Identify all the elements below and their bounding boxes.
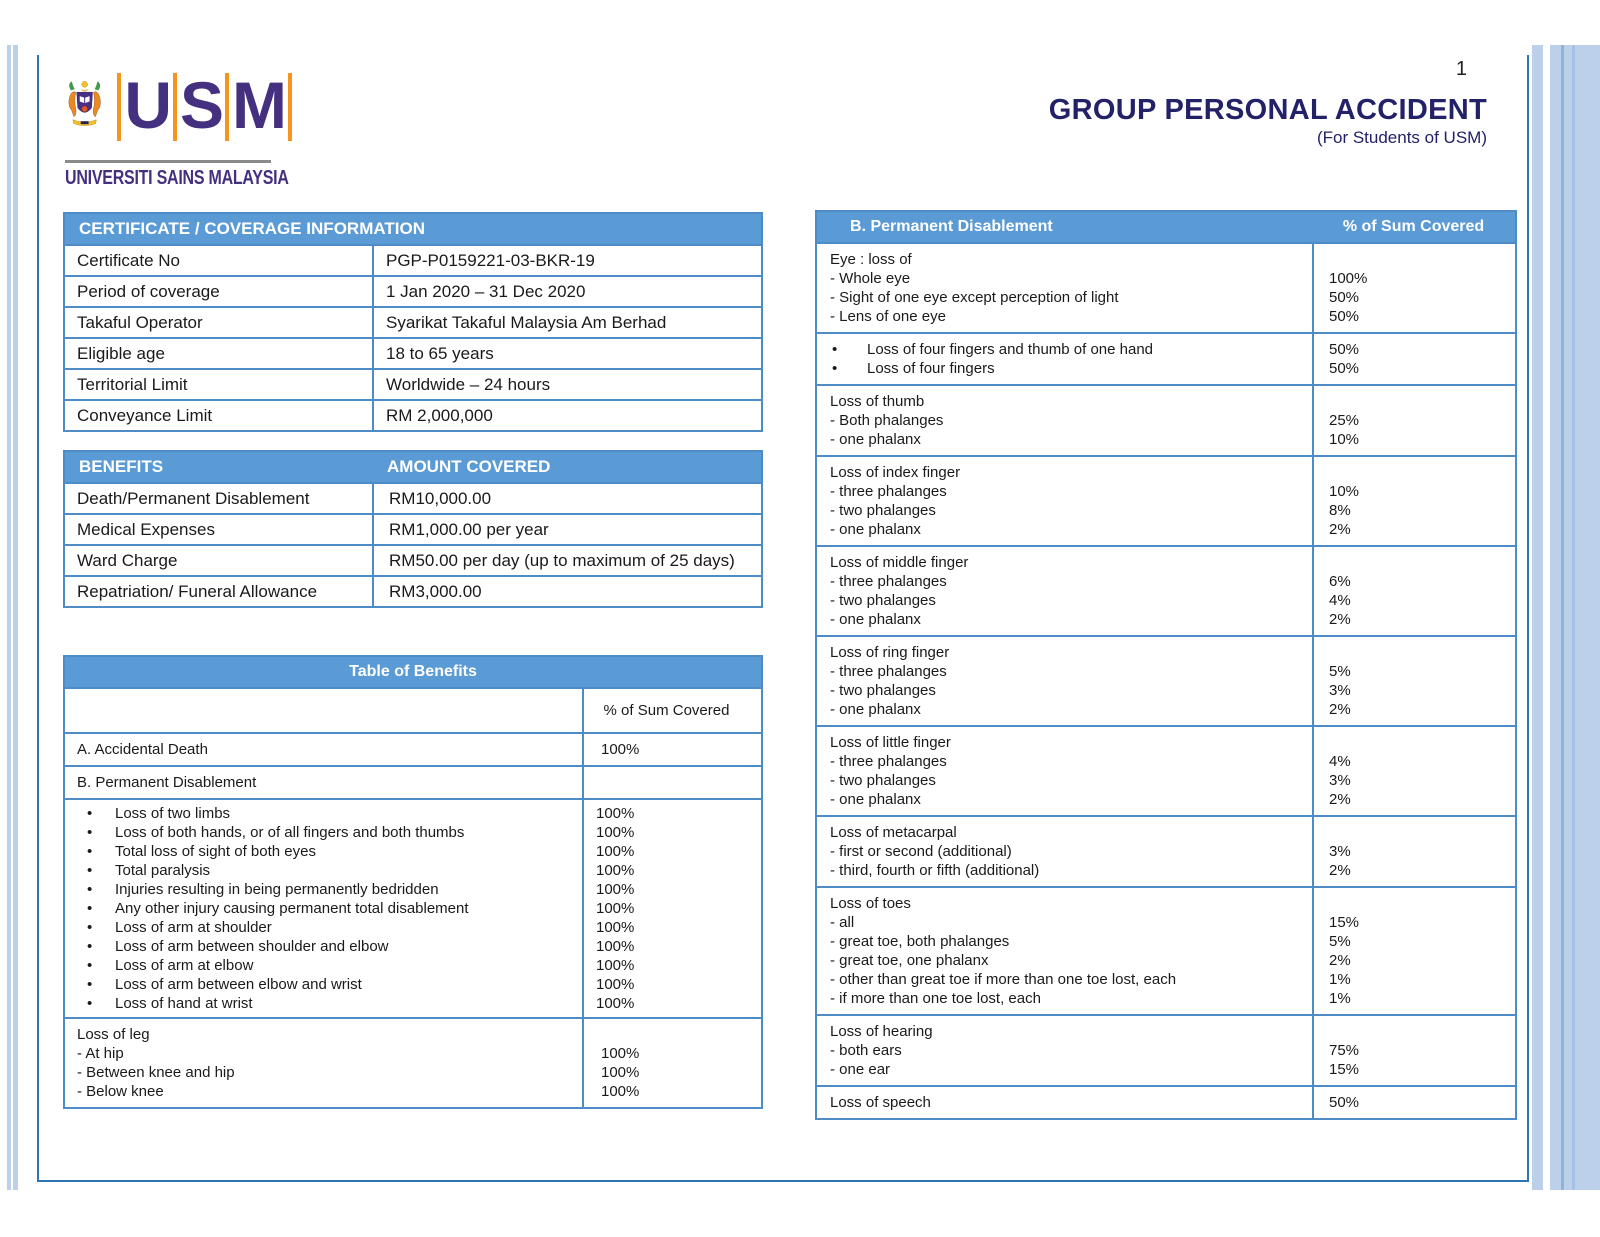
table-row — [65, 575, 761, 606]
text-line: - three phalanges — [830, 753, 947, 770]
text-line: Loss of thumb — [830, 393, 925, 410]
university-name: UNIVERSITI SAINS MALAYSIA — [65, 167, 289, 189]
text-line: Loss of ring finger — [830, 644, 950, 661]
text-line: Repatriation/ Funeral Allowance — [77, 582, 318, 601]
column-header-amount: AMOUNT COVERED — [387, 457, 551, 476]
row-label — [817, 727, 1312, 815]
row-label — [817, 637, 1312, 725]
row-value — [1312, 457, 1515, 545]
row-value — [582, 1019, 761, 1107]
column-header-benefits: BENEFITS — [79, 457, 164, 476]
text-line — [77, 994, 570, 1013]
table-row — [817, 545, 1515, 635]
row-value — [372, 515, 761, 544]
bullet-marker: • — [87, 824, 93, 841]
value-line: 15% — [1329, 914, 1360, 931]
text: Loss of hand at wrist — [115, 995, 253, 1012]
row-value — [582, 767, 761, 798]
table-row — [65, 513, 761, 544]
bullet-marker: • — [87, 976, 93, 993]
table-row — [65, 765, 761, 798]
text-line: - great toe, both phalanges — [830, 933, 1010, 950]
value-line — [1329, 553, 1502, 572]
row-value — [1312, 888, 1515, 1014]
text: Loss of two limbs — [115, 805, 231, 822]
table-row — [817, 332, 1515, 384]
right-accent-stripe — [1572, 45, 1575, 1190]
table-header — [817, 212, 1515, 242]
text-line: - third, fourth or fifth (additional) — [830, 862, 1040, 879]
table-row — [817, 384, 1515, 455]
value-line — [1329, 733, 1502, 752]
row-value — [372, 246, 761, 275]
usm-logo-top — [65, 54, 295, 154]
row-value — [1312, 334, 1515, 384]
table-header: CERTIFICATE / COVERAGE INFORMATION — [65, 214, 761, 244]
value-line: 2% — [1329, 791, 1351, 808]
bullet-marker: • — [87, 957, 93, 974]
text-line — [77, 804, 570, 823]
row-label — [65, 484, 372, 513]
logo-divider-rule — [65, 160, 271, 163]
row-value — [1312, 386, 1515, 455]
row-label — [817, 457, 1312, 545]
left-accent-stripe — [13, 45, 18, 1190]
row-label — [65, 546, 372, 575]
value-line: 100% — [596, 957, 635, 974]
value-line: 100% — [596, 919, 635, 936]
text-line: Takaful Operator — [77, 313, 203, 332]
text-line: Certificate No — [77, 251, 180, 270]
value-line: 100% — [596, 995, 635, 1012]
row-label — [817, 1087, 1312, 1118]
row-label — [65, 767, 582, 798]
certificate-coverage-table — [63, 212, 763, 432]
text: Total loss of sight of both eyes — [115, 843, 316, 860]
row-label — [65, 1019, 582, 1107]
row-value — [372, 277, 761, 306]
row-value — [372, 577, 761, 606]
title-block — [1049, 94, 1487, 148]
row-label — [817, 817, 1312, 886]
value-line: 10% — [1329, 431, 1360, 448]
value-line: 50% — [1329, 360, 1360, 377]
row-value — [1312, 1016, 1515, 1085]
text: Total paralysis — [115, 862, 211, 879]
usm-logo — [65, 54, 295, 190]
row-label — [65, 339, 372, 368]
usm-wordmark — [114, 70, 295, 144]
table-row — [817, 886, 1515, 1014]
right-accent-stripe — [1532, 45, 1543, 1190]
orange-bar-icon — [173, 73, 177, 141]
value-line: 50% — [1329, 341, 1360, 358]
value-line: 100% — [601, 1045, 640, 1062]
text-line: - Lens of one eye — [830, 308, 946, 325]
table-row — [817, 815, 1515, 886]
value-line: 1 Jan 2020 – 31 Dec 2020 — [386, 282, 586, 301]
usm-crest-icon — [65, 54, 104, 154]
text-line: Conveyance Limit — [77, 406, 213, 425]
value-line: Syarikat Takaful Malaysia Am Berhad — [386, 313, 667, 332]
value-line: 1% — [1329, 971, 1351, 988]
value-line: 4% — [1329, 753, 1351, 770]
row-label — [817, 888, 1312, 1014]
table-row — [817, 455, 1515, 545]
table-row — [65, 306, 761, 337]
text-line: - Sight of one eye except perception of light — [830, 289, 1119, 306]
table-row — [817, 242, 1515, 332]
table-row — [817, 1085, 1515, 1118]
row-value — [1312, 244, 1515, 332]
bullet-marker: • — [87, 805, 93, 822]
row-value — [1312, 1087, 1515, 1118]
value-line: 2% — [1329, 701, 1351, 718]
bullet-marker: • — [87, 938, 93, 955]
text-line: - At hip — [77, 1045, 124, 1062]
text-line: - one phalanx — [830, 431, 921, 448]
table-row — [65, 337, 761, 368]
value-line: RM10,000.00 — [389, 489, 492, 508]
row-value — [372, 370, 761, 399]
bullet-marker: • — [87, 843, 93, 860]
text-line: - Both phalanges — [830, 412, 944, 429]
right-accent-stripe — [1550, 45, 1561, 1190]
text-line: - one phalanx — [830, 611, 921, 628]
text: Loss of arm at elbow — [115, 957, 254, 974]
text-line: - three phalanges — [830, 573, 947, 590]
row-label — [65, 515, 372, 544]
text: Loss of four fingers and thumb of one hand — [867, 341, 1154, 358]
document-subtitle: (For Students of USM) — [1316, 128, 1487, 147]
row-label — [65, 800, 582, 1017]
text-line — [77, 861, 570, 880]
text-line — [77, 842, 570, 861]
value-line: 100% — [596, 824, 635, 841]
table-subheader-row — [65, 687, 761, 732]
text: Loss of arm between elbow and wrist — [115, 976, 362, 993]
text-line: Loss of little finger — [830, 734, 951, 751]
value-line: 10% — [1329, 483, 1360, 500]
text-line: Eligible age — [77, 344, 165, 363]
bullet-marker: • — [832, 341, 838, 358]
value-line: 100% — [596, 900, 635, 917]
table-row — [65, 544, 761, 575]
orange-bar-icon — [225, 73, 229, 141]
text: Loss of both hands, or of all fingers and both thumbs — [115, 824, 465, 841]
value-line — [1329, 250, 1502, 269]
table-row — [817, 1014, 1515, 1085]
row-value — [372, 401, 761, 430]
value-line: 25% — [1329, 412, 1360, 429]
text-line: Ward Charge — [77, 551, 178, 570]
text-line: Loss of leg — [77, 1026, 150, 1043]
text-line — [830, 359, 1299, 378]
value-line: PGP-P0159221-03-BKR-19 — [386, 251, 595, 270]
value-line: RM3,000.00 — [389, 582, 482, 601]
value-line: RM 2,000,000 — [386, 406, 493, 425]
value-line: 50% — [1329, 1094, 1360, 1111]
text-line: - Between knee and hip — [77, 1064, 235, 1081]
row-value — [1312, 547, 1515, 635]
value-line: 15% — [1329, 1061, 1360, 1078]
value-line: 100% — [596, 881, 635, 898]
text-line: Death/Permanent Disablement — [77, 489, 310, 508]
text-line: - if more than one toe lost, each — [830, 990, 1041, 1007]
text-line — [77, 823, 570, 842]
value-line: RM50.00 per day (up to maximum of 25 days) — [389, 551, 735, 570]
table-row — [817, 725, 1515, 815]
table-of-benefits — [63, 655, 763, 1109]
value-line: 100% — [596, 976, 635, 993]
value-line: 18 to 65 years — [386, 344, 494, 363]
text-line: - all — [830, 914, 855, 931]
row-label — [65, 370, 372, 399]
text-line: - one phalanx — [830, 791, 921, 808]
left-accent-stripe — [7, 45, 11, 1190]
text-line: - three phalanges — [830, 483, 947, 500]
table-title: Table of Benefits — [65, 657, 761, 687]
text-line — [77, 899, 570, 918]
text-line: - Whole eye — [830, 270, 911, 287]
value-line — [1329, 392, 1502, 411]
value-line: 100% — [596, 938, 635, 955]
orange-bar-icon — [288, 73, 292, 141]
text-line: - one ear — [830, 1061, 891, 1078]
row-label — [817, 334, 1312, 384]
text-line: - two phalanges — [830, 502, 936, 519]
row-label — [65, 734, 582, 765]
row-label — [65, 246, 372, 275]
table-row — [65, 1017, 761, 1107]
row-label — [65, 577, 372, 606]
text-line: Loss of hearing — [830, 1023, 933, 1040]
table-header — [65, 452, 761, 482]
text: Injuries resulting in being permanently bedridden — [115, 881, 439, 898]
value-line: 8% — [1329, 502, 1351, 519]
text-line: - Below knee — [77, 1083, 164, 1100]
bullet-marker: • — [832, 360, 838, 377]
row-label — [817, 547, 1312, 635]
text-line — [77, 956, 570, 975]
text-line: Medical Expenses — [77, 520, 215, 539]
value-line: 3% — [1329, 682, 1351, 699]
text-line: - one phalanx — [830, 701, 921, 718]
bullet-marker: • — [87, 881, 93, 898]
value-line: 2% — [1329, 862, 1351, 879]
document-title: GROUP PERSONAL ACCIDENT — [1048, 94, 1487, 126]
text-line: Loss of index finger — [830, 464, 961, 481]
text: Loss of arm at shoulder — [115, 919, 272, 936]
usm-letter: S — [179, 68, 223, 142]
value-line: 100% — [596, 862, 635, 879]
text-line: - one phalanx — [830, 521, 921, 538]
page-number: 1 — [1455, 58, 1467, 80]
row-value — [372, 546, 761, 575]
value-line: 50% — [1329, 308, 1360, 325]
right-accent-stripe — [1564, 45, 1600, 1190]
text-line: Loss of metacarpal — [830, 824, 957, 841]
value-line: 50% — [1329, 289, 1360, 306]
row-label — [817, 1016, 1312, 1085]
text-line: Loss of toes — [830, 895, 911, 912]
text-line: - two phalanges — [830, 682, 936, 699]
text-line: - other than great toe if more than one toe lost, each — [830, 971, 1177, 988]
text-line: Loss of speech — [830, 1094, 931, 1111]
text-line — [830, 340, 1299, 359]
value-line: 75% — [1329, 1042, 1360, 1059]
value-line — [1329, 894, 1502, 913]
text-line: - both ears — [830, 1042, 902, 1059]
row-value — [582, 734, 761, 765]
text-line — [77, 880, 570, 899]
value-line: 100% — [1329, 270, 1368, 287]
text-line: - two phalanges — [830, 592, 936, 609]
value-line: 6% — [1329, 573, 1351, 590]
table-row — [65, 275, 761, 306]
text: Loss of arm between shoulder and elbow — [115, 938, 389, 955]
value-line: 2% — [1329, 611, 1351, 628]
column-header-percent: % of Sum Covered — [1342, 218, 1485, 235]
value-line: 100% — [596, 805, 635, 822]
row-value — [1312, 637, 1515, 725]
row-value — [1312, 817, 1515, 886]
text-line: Loss of middle finger — [830, 554, 969, 571]
table-row — [65, 244, 761, 275]
value-line: 5% — [1329, 933, 1351, 950]
column-header-percent: % of Sum Covered — [582, 689, 761, 732]
row-label — [65, 401, 372, 430]
table-body — [65, 244, 761, 430]
empty-cell — [65, 689, 582, 732]
value-line: Worldwide – 24 hours — [386, 375, 551, 394]
row-value — [372, 308, 761, 337]
benefits-table — [63, 450, 763, 608]
bullet-marker: • — [87, 919, 93, 936]
text-line: - two phalanges — [830, 772, 936, 789]
table-row — [65, 368, 761, 399]
table-body — [65, 732, 761, 1107]
value-line: 5% — [1329, 663, 1351, 680]
value-line: 100% — [596, 843, 635, 860]
table-body — [65, 482, 761, 606]
orange-bar-icon — [117, 73, 121, 141]
row-value — [372, 339, 761, 368]
text-line: Eye : loss of — [830, 251, 912, 268]
value-line — [1329, 463, 1502, 482]
value-line: 2% — [1329, 952, 1351, 969]
text-line — [77, 937, 570, 956]
value-line: 100% — [601, 1064, 640, 1081]
bullet-marker: • — [87, 862, 93, 879]
value-line: 100% — [601, 741, 640, 758]
row-label — [817, 244, 1312, 332]
value-line: RM1,000.00 per year — [389, 520, 549, 539]
row-value — [372, 484, 761, 513]
row-label — [817, 386, 1312, 455]
column-header-disablement: B. Permanent Disablement — [850, 218, 1053, 235]
value-line — [601, 1025, 749, 1044]
table-row — [65, 482, 761, 513]
usm-letter: U — [124, 68, 170, 142]
table-row — [65, 798, 761, 1017]
text: Any other injury causing permanent total disablement — [115, 900, 469, 917]
text-line: Period of coverage — [77, 282, 220, 301]
text-line: A. Accidental Death — [77, 741, 208, 758]
value-line — [1329, 823, 1502, 842]
text-line: B. Permanent Disablement — [77, 774, 257, 791]
row-label — [65, 277, 372, 306]
permanent-disablement-table — [815, 210, 1517, 1120]
bullet-marker: • — [87, 900, 93, 917]
table-row — [65, 399, 761, 430]
table-row — [817, 635, 1515, 725]
value-line — [601, 773, 749, 792]
text-line: - three phalanges — [830, 663, 947, 680]
text-line — [77, 975, 570, 994]
text-line — [77, 918, 570, 937]
value-line: 2% — [1329, 521, 1351, 538]
value-line — [1329, 1022, 1502, 1041]
row-value — [1312, 727, 1515, 815]
value-line: 100% — [601, 1083, 640, 1100]
table-body — [817, 242, 1515, 1118]
table-row — [65, 732, 761, 765]
bullet-marker: • — [87, 995, 93, 1012]
value-line: 1% — [1329, 990, 1351, 1007]
usm-letter: M — [232, 68, 285, 142]
value-line — [1329, 643, 1502, 662]
value-line: 3% — [1329, 843, 1351, 860]
text: Loss of four fingers — [867, 360, 995, 377]
row-label — [65, 308, 372, 337]
value-line: 3% — [1329, 772, 1351, 789]
text-line: - first or second (additional) — [830, 843, 1012, 860]
row-value — [582, 800, 761, 1017]
text-line: Territorial Limit — [77, 375, 188, 394]
value-line: 4% — [1329, 592, 1351, 609]
text-line: - great toe, one phalanx — [830, 952, 989, 969]
